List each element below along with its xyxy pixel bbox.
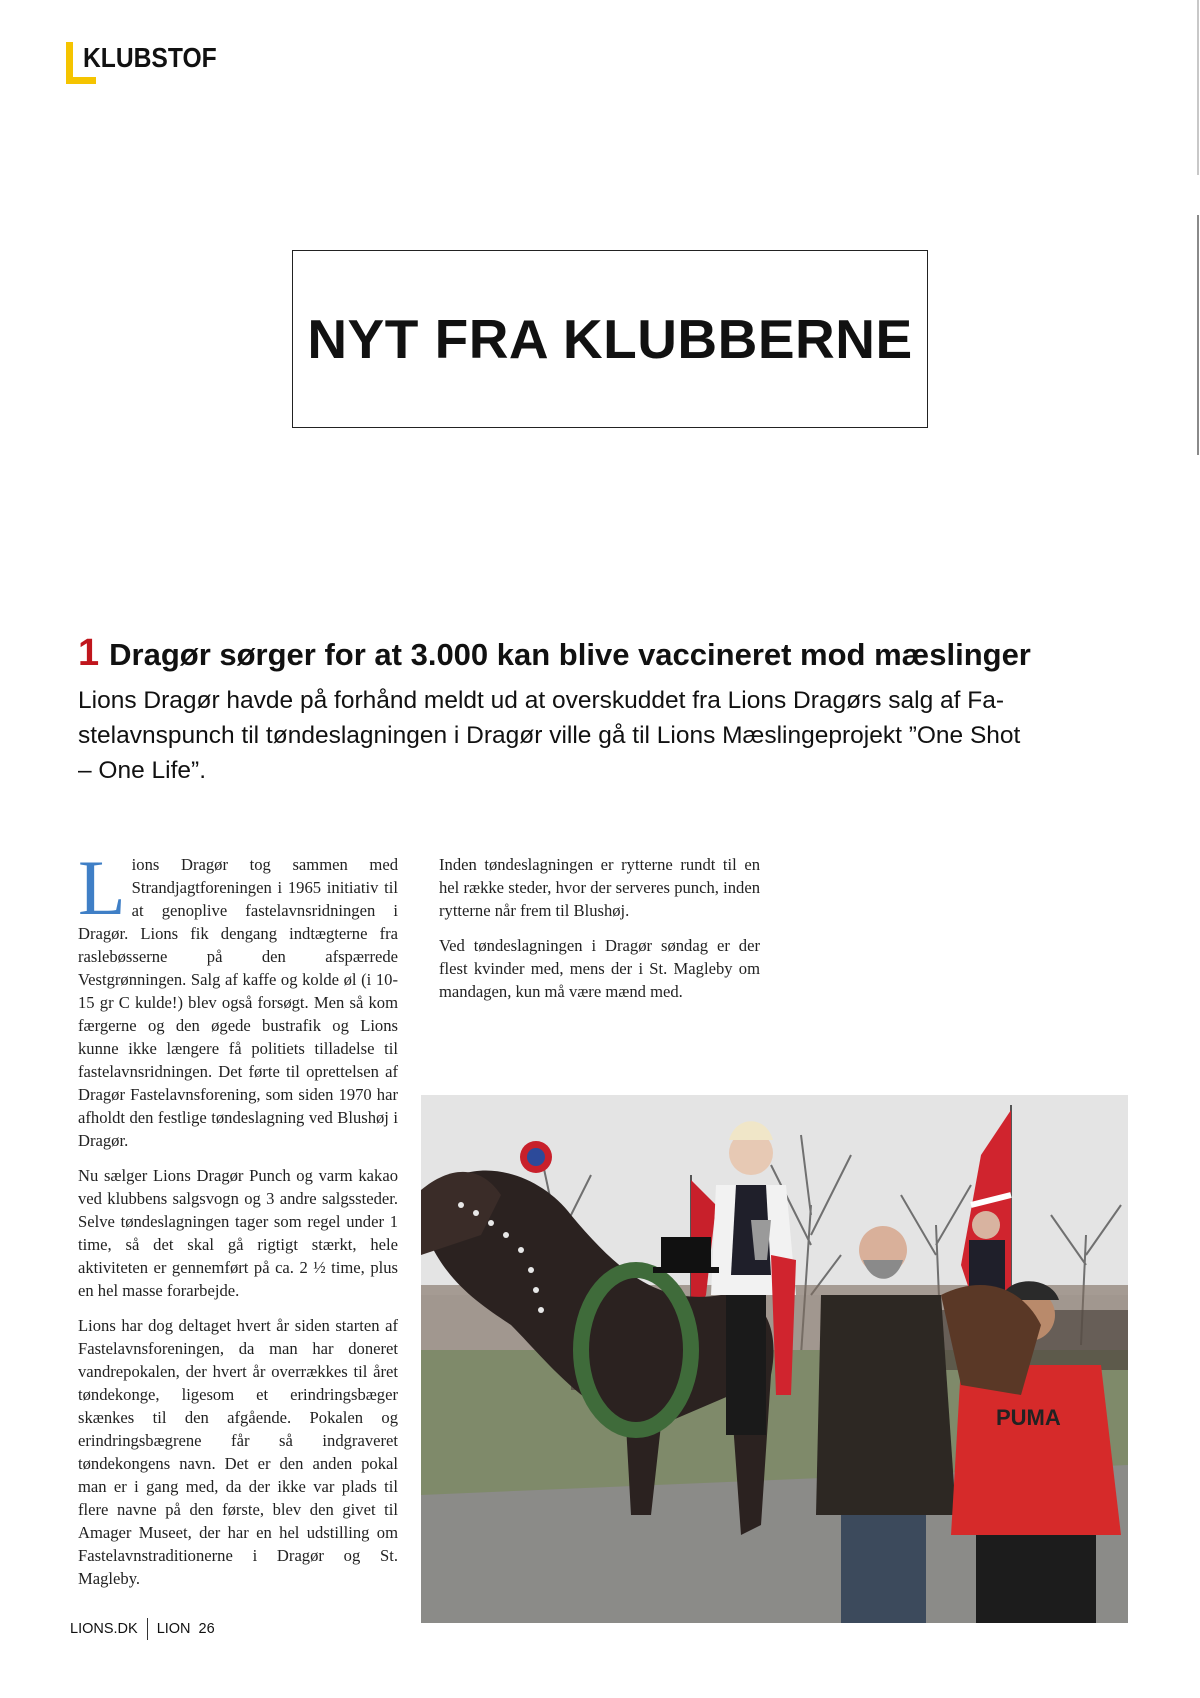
article-column-right <box>439 853 760 1015</box>
page-title: NYT FRA KLUBBERNE <box>307 308 913 370</box>
page-footer <box>70 1618 215 1640</box>
article-number: 1 <box>78 632 100 674</box>
paragraph: Lions har dog deltaget hvert år siden starten af Fastelavnsforeningen, da man har doneret vandrepokalen, der hvert år overrækkes til året tøndekonge, ligesom et erindringsbæger skænkes til den afgående. Pokalen og erindringsbægrene får så indgraveret tøndekongens navn. Det er den anden pokal man er i gang med, da der ikke var plads til flere navne på den første, blev den givet til Amager Museet, der har en hel udstilling om Fastelavnstraditionerne i Dragør og St. Magleby. <box>78 1316 398 1588</box>
paragraph: Ved tøndeslagningen i Dragør søndag er der flest kvinder med, mens der i St. Magleby om mandagen, kun må være mænd med. <box>439 936 760 1001</box>
footer-separator <box>147 1618 148 1640</box>
paragraph: Inden tøndeslagningen er rytterne rundt til en hel række steder, hvor der serveres punch, inden rytterne når frem til Blushøj. <box>439 855 760 920</box>
article-headline-text: Dragør sørger for at 3.000 kan blive vaccineret mod mæslinger <box>109 637 1031 672</box>
article-photo <box>421 1095 1128 1623</box>
paragraph: Nu sælger Lions Dragør Punch og varm kakao ved klubbens salgsvogn og 3 andre salgssteder. Selve tøndeslagningen tager som regel under 1 time, så det skal gå rigtigt stærkt, hele aktiviteten er gennemført på ca. 2 ½ time, plus en hel masse forarbejde. <box>78 1166 398 1300</box>
drop-cap: L <box>78 844 126 931</box>
page-edge-mark <box>1197 0 1199 175</box>
paragraph-text: ions Dragør tog sammen med Strandjagtforeningen i 1965 initiativ til at genoplive fastelavnsridningen i Dragør. Lions fik dengang indtægterne fra raslebøsserne på den afspærrede Vestgrønningen. Salg af kaffe og kolde øl (i 10-15 gr C kulde!) blev også forsøgt. Men så kom færgerne og den øgede bustrafik og Lions kunne ikke længere få politiets tilladelse til fastelavnsridningen. Det førte til oprettelsen af Dragør Fastelavnsforening, som siden 1970 har afholdt den festlige tøndeslagning ved Blushøj i Dragør. <box>78 855 398 1150</box>
article-column-left <box>78 844 398 1602</box>
section-tag-label: KLUBSTOF <box>83 42 217 73</box>
page-edge-mark <box>1197 215 1199 455</box>
footer-magazine: LION <box>156 1621 191 1637</box>
footer-site: LIONS.DK <box>70 1621 138 1637</box>
title-box <box>292 250 928 428</box>
section-tag-bracket-base <box>66 77 96 84</box>
article-headline <box>78 632 1031 675</box>
photo-illustration <box>421 1095 1128 1623</box>
article-intro: Lions Dragør havde på forhånd meldt ud at overskuddet fra Lions Dragørs salg af Fa-stelavnspunch til tøndeslagningen i Dragør ville gå til Lions Mæslingeprojekt ”One Shot – One Life”. <box>78 687 1021 784</box>
photo-shirt-text: PUMA <box>996 1405 1061 1430</box>
page-number: 26 <box>198 1621 215 1637</box>
paragraph <box>78 844 398 1152</box>
